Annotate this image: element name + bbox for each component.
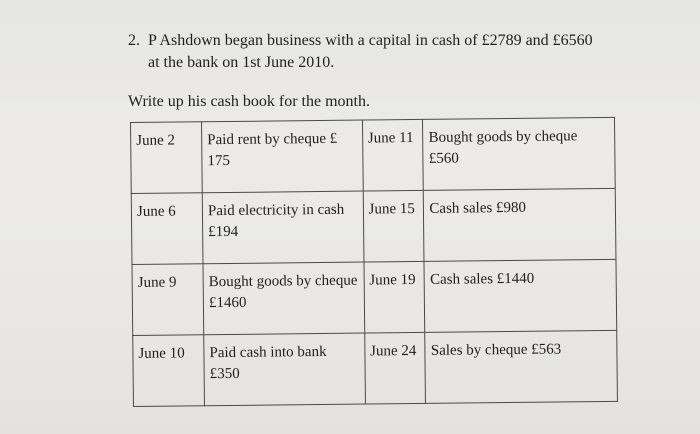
transaction-date: June 2 [131,122,203,194]
transaction-date: June 10 [133,335,205,407]
transaction-description: Paid rent by cheque £ 175 [202,120,363,193]
question-number: 2. [128,32,140,49]
instruction-text: Write up his cash book for the month. [128,93,370,110]
question-line-2: at the bank on 1st June 2010. [148,54,335,71]
table-row [133,330,618,406]
transaction-description: Paid cash into bank £350 [204,333,365,406]
table-row [131,188,616,264]
transaction-description: Cash sales £1440 [424,259,616,332]
question-text [128,30,668,74]
transaction-date: June 24 [364,332,425,404]
transaction-date: June 15 [363,190,424,262]
transactions-table [130,117,618,407]
table-row [132,259,617,335]
transaction-date: June 9 [132,264,204,336]
question-line-1-text: P Ashdown began business with a capital in cash of £2789 and £6560 [148,32,593,49]
transaction-date: June 11 [362,119,423,191]
transaction-description: Sales by cheque £563 [425,330,617,403]
transaction-description: Paid electricity in cash £194 [202,191,363,264]
transaction-description: Bought goods by cheque £1460 [203,262,364,335]
table-row [131,117,616,193]
transaction-date: June 6 [131,193,203,265]
question-line-1 [128,30,668,52]
transaction-date: June 19 [364,261,425,333]
transaction-description: Cash sales £980 [424,188,616,261]
transaction-description: Bought goods by cheque £560 [423,117,615,190]
